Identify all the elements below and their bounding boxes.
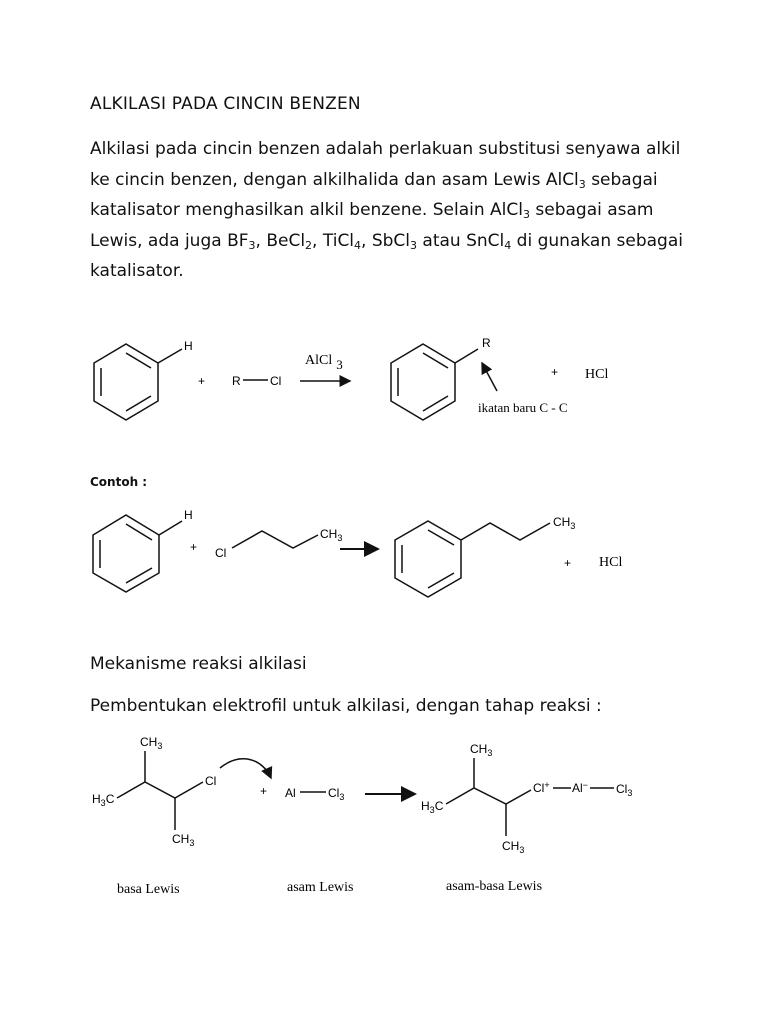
electrophile-heading: Pembentukan elektrofil untuk alkilasi, dengan tahap reaksi : — [90, 696, 602, 716]
hydrogen-label: H — [184, 508, 193, 522]
complex-aluminium-label: Al− — [572, 780, 588, 795]
complex-chlorine-label: Cl+ — [533, 780, 550, 795]
complex-left-methyl-label: $H_3C$ — [421, 799, 444, 815]
complex-bottom-methyl-label: $CH_3$ — [502, 839, 525, 855]
plus-sign: + — [190, 540, 198, 554]
trichloride-label: $Cl_3$ — [328, 786, 345, 802]
contoh-label: Contoh : — [90, 475, 148, 489]
chloride-label: Cl — [215, 546, 227, 560]
hcl-label: HCl — [599, 555, 623, 570]
general-alkylation-scheme — [0, 330, 768, 440]
product-methyl-label: $CH_3$ — [553, 515, 576, 531]
methyl-label: $CH_3$ — [320, 527, 343, 543]
new-bond-annotation: ikatan baru C - C — [478, 400, 568, 415]
intro-paragraph: Alkilasi pada cincin benzen adalah perlakuan substitusi senyawa alkil ke cincin benzen, dengan alkilhalida dan asam Lewis AlCl$_3$ sebagai katalisator menghasilkan alkil benzene. Selain AlCl$_3$ sebagai asam Lewis, ada juga $BF_3$, BeCl$_2$, TiCl$_4$, SbCl$_3$ atau SnCl$_4$ di gunakan sebagai katalisator. — [90, 139, 683, 281]
lewis-acid-base-caption: asam-basa Lewis — [446, 879, 543, 894]
lewis-acid-caption: asam Lewis — [287, 880, 354, 895]
plus-sign-2: + — [551, 365, 559, 379]
page-title: ALKILASI PADA CINCIN BENZEN — [90, 94, 361, 114]
propylbenzene-ring — [395, 521, 550, 597]
lewis-acid-base-scheme — [0, 730, 768, 900]
hcl-label: HCl — [585, 367, 609, 382]
chlorine-label: Cl — [205, 774, 217, 788]
hydrogen-label: H — [184, 339, 193, 353]
carbon-skeleton — [117, 751, 203, 830]
lewis-base-caption: basa Lewis — [117, 882, 180, 897]
curved-electron-arrow — [220, 759, 271, 778]
benzene-ring — [94, 344, 182, 420]
aluminium-label: Al — [285, 786, 296, 800]
mechanism-heading: Mekanisme reaksi alkilasi — [90, 654, 307, 674]
plus-sign-2: + — [564, 556, 572, 570]
annotation-arrow — [482, 363, 497, 391]
product-r-label: R — [482, 336, 491, 350]
product-benzene-ring — [391, 344, 478, 420]
benzene-ring — [93, 515, 182, 592]
left-methyl-label: $H_3C$ — [92, 792, 115, 808]
complex-carbon-skeleton — [446, 758, 531, 836]
plus-sign: + — [260, 784, 268, 798]
alkyl-r-label: R — [232, 374, 241, 388]
plus-sign: + — [198, 374, 206, 388]
catalyst-label: AlCl 3 — [305, 353, 343, 372]
example-alkylation-scheme — [0, 500, 768, 610]
top-methyl-label: $CH_3$ — [140, 735, 163, 751]
chloride-label: Cl — [270, 374, 282, 388]
complex-trichloride-label: $Cl_3$ — [616, 782, 633, 798]
propyl-chain — [232, 531, 318, 548]
complex-top-methyl-label: $CH_3$ — [470, 742, 493, 758]
bottom-methyl-label: $CH_3$ — [172, 832, 195, 848]
